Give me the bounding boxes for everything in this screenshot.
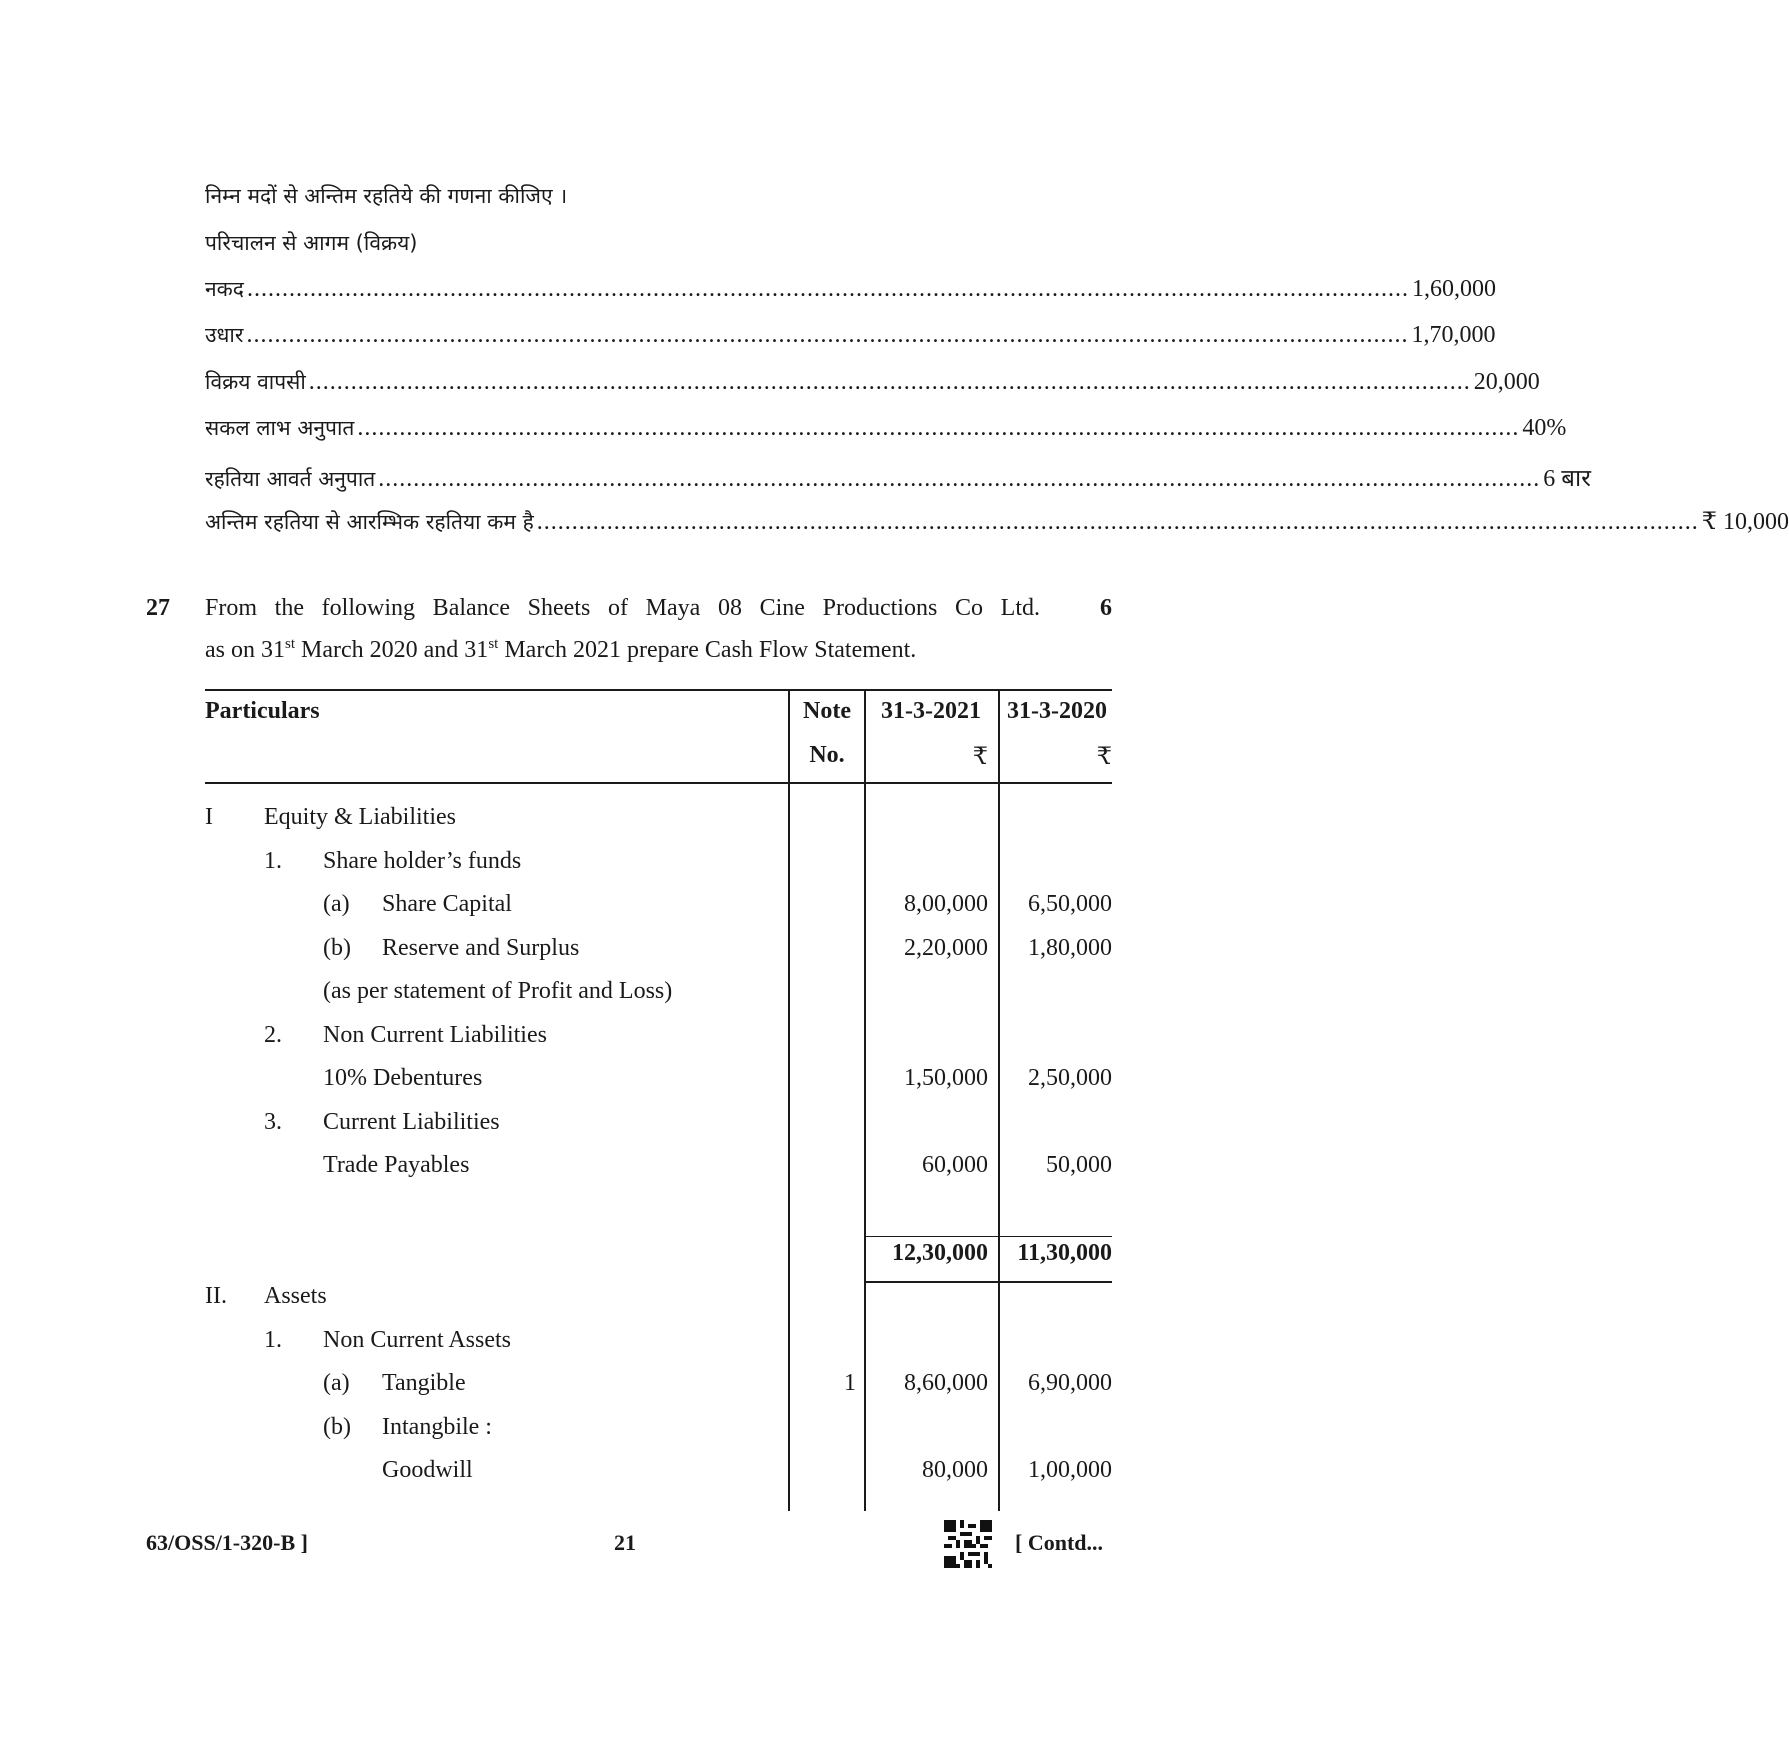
currency-2021: ₹	[972, 744, 988, 770]
row-label: (as per statement of Profit and Loss)	[323, 978, 673, 1004]
value-2020: 1,80,000	[1028, 935, 1112, 961]
row-index: I	[205, 804, 213, 830]
row-label: Non Current Liabilities	[323, 1022, 547, 1048]
leader-dots: ......................................................................................................................................................................	[357, 415, 1520, 441]
leader-dots: ......................................................................................................................................................................	[308, 369, 1471, 395]
row-index: (a)	[323, 1370, 350, 1396]
leader-dots: ......................................................................................................................................................................	[246, 276, 1409, 302]
header-bottom-rule	[205, 782, 1112, 784]
header-col-2021: 31-3-2021	[881, 698, 981, 724]
row-label: Share holder’s funds	[323, 848, 522, 874]
leader-dots: ......................................................................................................................................................................	[378, 466, 1541, 492]
list-item	[205, 461, 1592, 494]
value-2020: 50,000	[1046, 1152, 1112, 1178]
currency-2020: ₹	[1096, 744, 1112, 770]
question-marks: 6	[1100, 595, 1112, 621]
value-2020: 6,90,000	[1028, 1370, 1112, 1396]
row-index: 3.	[264, 1109, 282, 1135]
leader-dots: ......................................................................................................................................................................	[536, 509, 1699, 535]
list-item	[205, 414, 1567, 442]
item-label: विक्रय वापसी	[205, 370, 306, 394]
list-item	[205, 321, 1496, 349]
header-note: Note	[803, 698, 851, 724]
row-label: Equity & Liabilities	[264, 804, 456, 830]
row-index: (b)	[323, 935, 351, 961]
row-label: Current Liabilities	[323, 1109, 500, 1135]
row-label: Intangbile :	[382, 1414, 492, 1440]
row-index: 2.	[264, 1022, 282, 1048]
row-label: Trade Payables	[323, 1152, 470, 1178]
leader-dots: ......................................................................................................................................................................	[246, 322, 1409, 348]
value-2021: 60,000	[922, 1152, 988, 1178]
row-index: 1.	[264, 1327, 282, 1353]
list-item	[205, 275, 1496, 303]
row-label: Assets	[264, 1283, 327, 1309]
value-2021: 2,20,000	[904, 935, 988, 961]
header-note-no: No.	[809, 742, 845, 768]
value-2020: 6,50,000	[1028, 891, 1112, 917]
hindi-subheading: परिचालन से आगम (विक्रय)	[205, 231, 418, 255]
item-label: अन्तिम रहतिया से आरम्भिक रहतिया कम है	[205, 510, 534, 534]
item-value: 20,000	[1473, 369, 1540, 395]
continued-label: [ Contd...	[1015, 1530, 1104, 1555]
hindi-heading: निम्न मदों से अन्तिम रहतिये की गणना कीजिए ।	[205, 184, 568, 208]
value-2020: 1,00,000	[1028, 1457, 1112, 1483]
paper-code: 63/OSS/1-320-B ]	[146, 1530, 308, 1555]
value-2021: 8,00,000	[904, 891, 988, 917]
row-label: 10% Debentures	[323, 1065, 483, 1091]
row-label: Goodwill	[382, 1457, 473, 1483]
header-col-2020: 31-3-2020	[1007, 698, 1107, 724]
item-label: सकल लाभ अनुपात	[205, 416, 355, 440]
row-label: Reserve and Surplus	[382, 935, 580, 961]
row-index: II.	[205, 1283, 227, 1309]
question-text-line1: From the following Balance Sheets of Maya 08 Cine Productions Co Ltd.	[205, 595, 1040, 621]
value-2021: 80,000	[922, 1457, 988, 1483]
list-item	[205, 368, 1540, 396]
item-value: ₹ 10,000	[1701, 509, 1789, 535]
total-2020: 11,30,000	[1017, 1240, 1112, 1266]
value-2021: 1,50,000	[904, 1065, 988, 1091]
row-label: Non Current Assets	[323, 1327, 511, 1353]
item-label: रहतिया आवर्त अनुपात	[205, 467, 376, 491]
question-text-line2: as on 31st March 2020 and 31st March 2021 prepare Cash Flow Statement.	[205, 636, 917, 663]
note-number: 1	[844, 1370, 856, 1396]
item-label: नकद	[205, 277, 244, 301]
row-index: 1.	[264, 848, 282, 874]
value-2021: 8,60,000	[904, 1370, 988, 1396]
item-value: 40%	[1522, 415, 1567, 441]
row-label: Tangible	[382, 1370, 466, 1396]
row-index: (a)	[323, 891, 350, 917]
table-top-rule	[205, 689, 1112, 691]
value-2020: 2,50,000	[1028, 1065, 1112, 1091]
list-item	[205, 507, 1789, 536]
item-value: 1,60,000	[1411, 276, 1496, 302]
page-number: 21	[614, 1530, 636, 1555]
qr-code-icon	[944, 1520, 992, 1568]
row-index: (b)	[323, 1414, 351, 1440]
item-label: उधार	[205, 323, 244, 347]
total-2021: 12,30,000	[892, 1240, 988, 1266]
item-value: 6 बार	[1543, 466, 1592, 492]
total-bottom-rule	[865, 1281, 1112, 1283]
total-top-rule	[865, 1236, 1112, 1237]
item-value: 1,70,000	[1411, 322, 1496, 348]
header-particulars: Particulars	[205, 698, 320, 724]
question-number: 27	[146, 595, 170, 621]
row-label: Share Capital	[382, 891, 512, 917]
